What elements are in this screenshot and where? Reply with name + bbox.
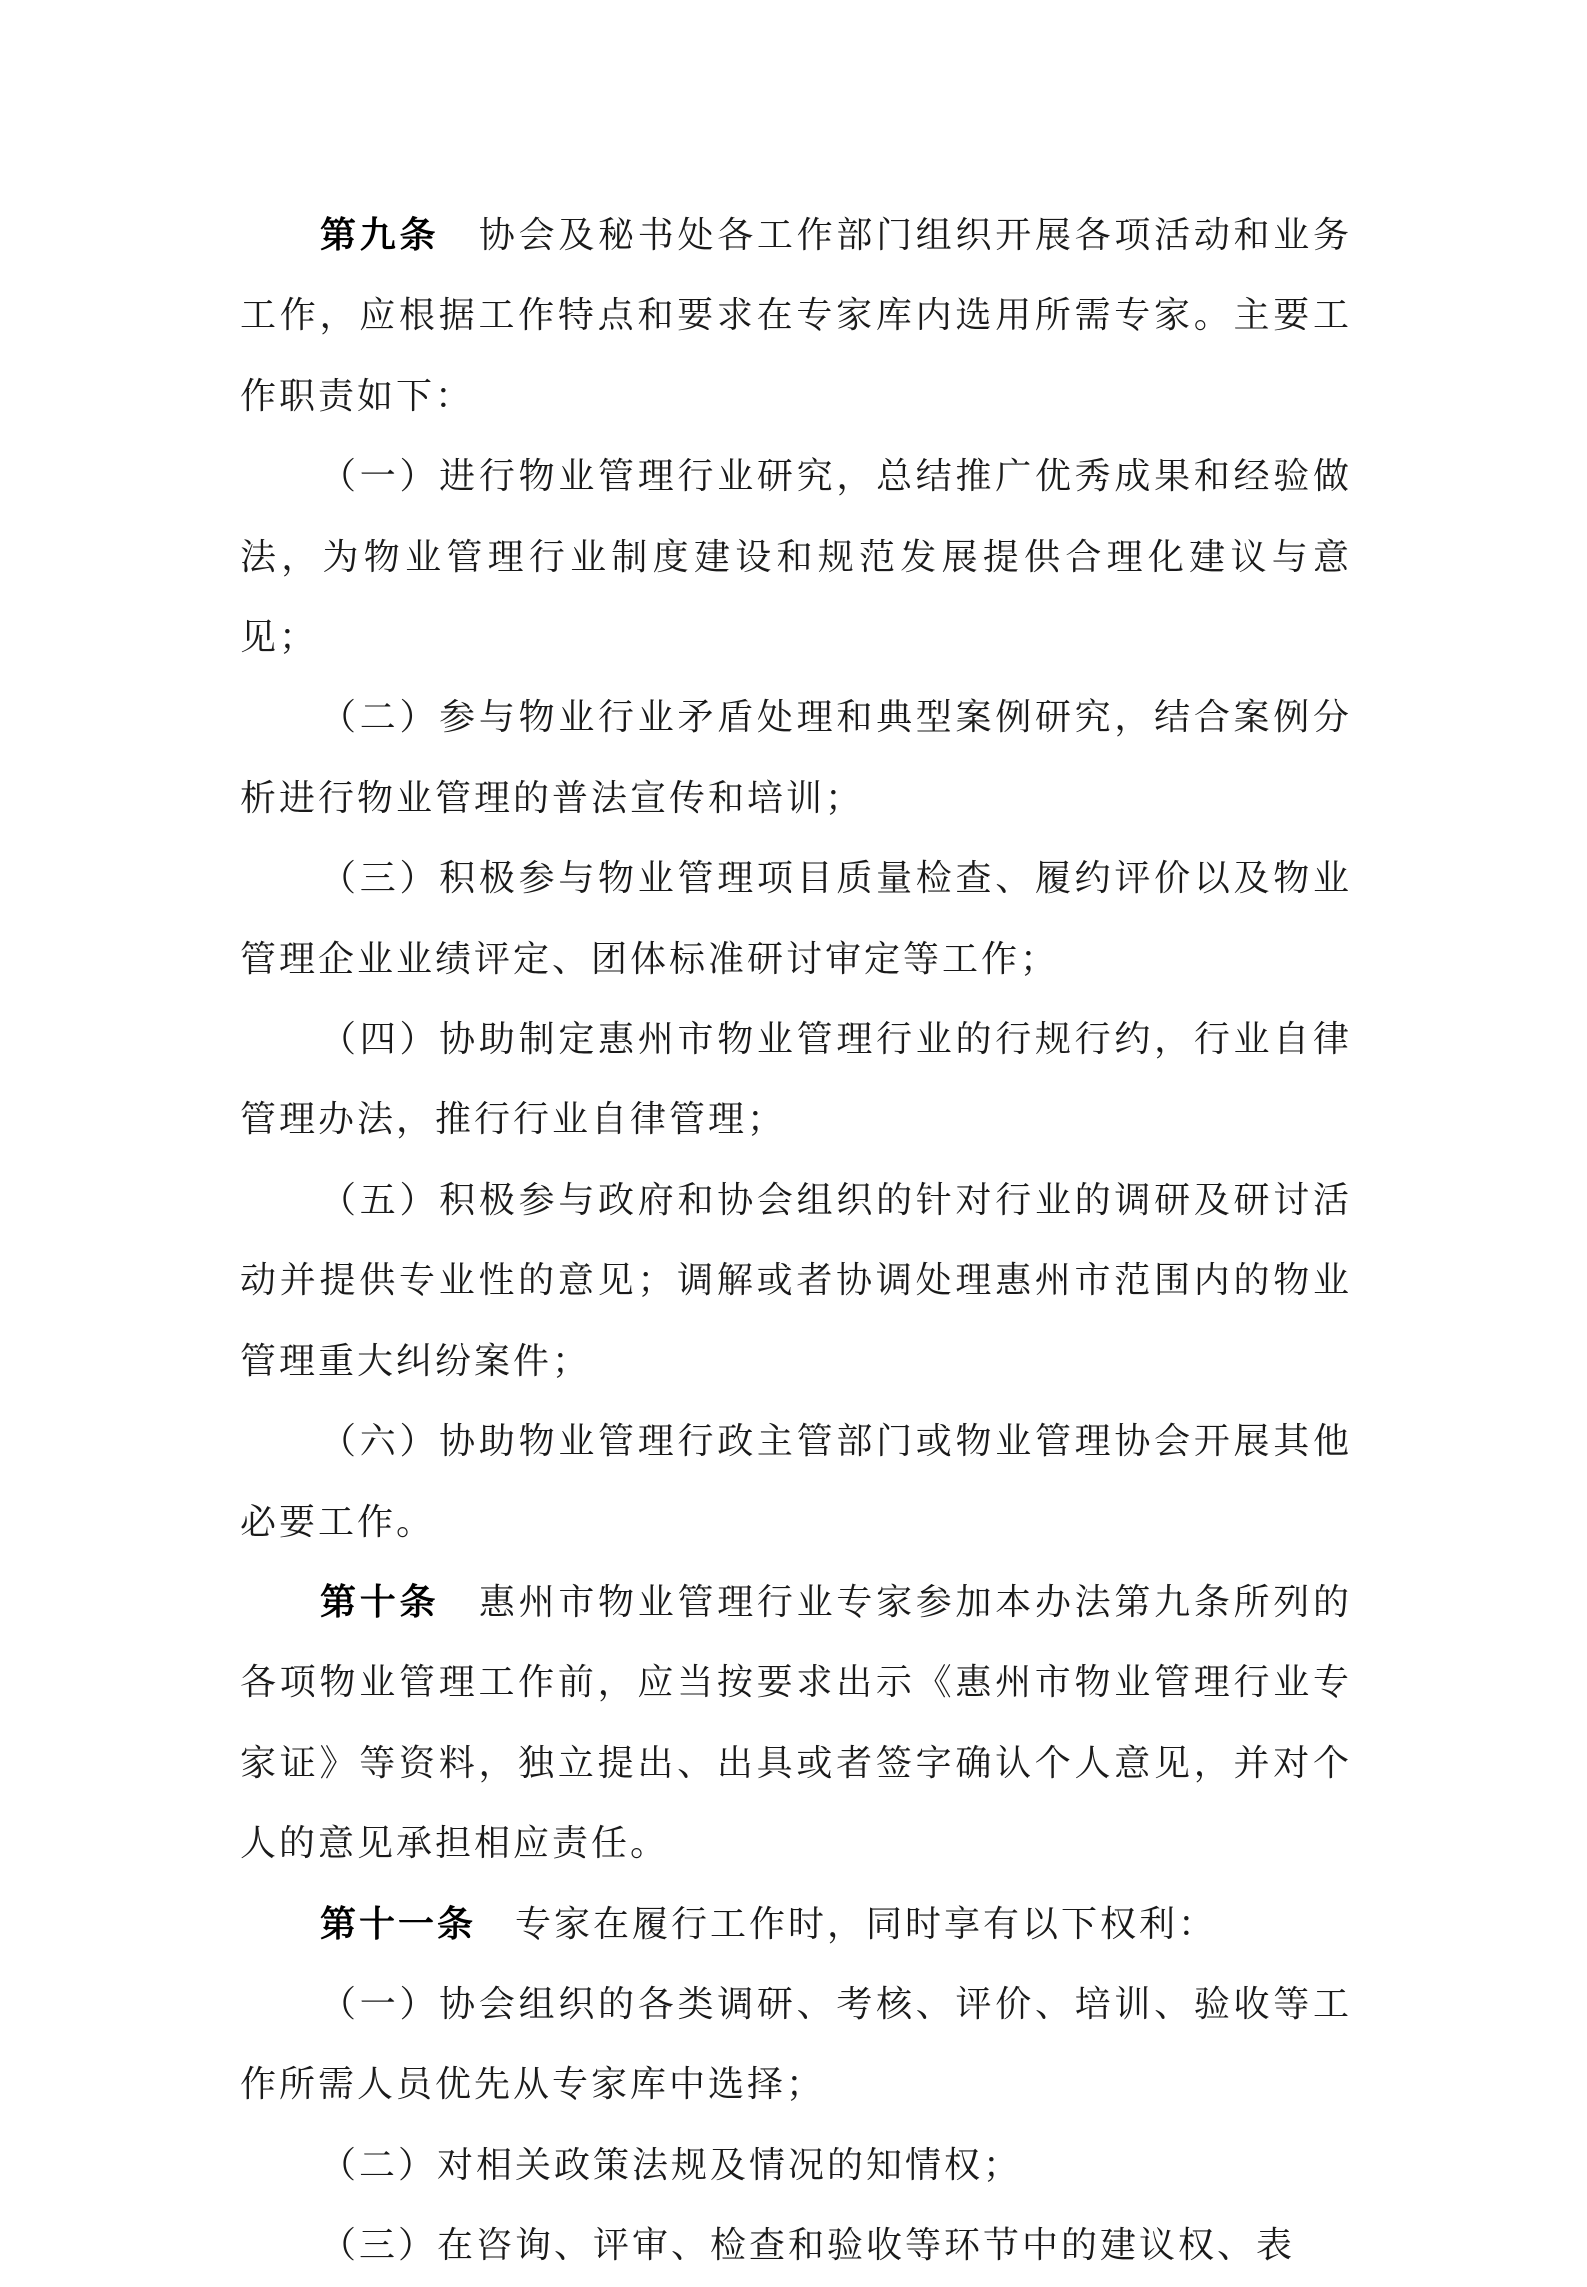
paragraph-text: （一）进行物业管理行业研究，总结推广优秀成果和经验做法，为物业管理行业制度建设和规范发展提供合理化建议与意见； [240, 456, 1352, 659]
duty-item-5 [240, 1161, 1352, 1402]
paragraph-text: （三）积极参与物业管理项目质量检查、履约评价以及物业管理企业业绩评定、团体标准研讨审定等工作； [240, 858, 1352, 980]
duty-item-2 [240, 678, 1352, 839]
article-10-paragraph [240, 1563, 1352, 1885]
right-item-1 [240, 1965, 1352, 2126]
paragraph-text: （六）协助物业管理行政主管部门或物业管理协会开展其他必要工作。 [240, 1421, 1352, 1543]
article-heading: 第十条 [320, 1581, 440, 1623]
duty-item-4 [240, 1000, 1352, 1161]
paragraph-text: （五）积极参与政府和协会组织的针对行业的调研及研讨活动并提供专业性的意见；调解或者协调处理惠州市范围内的物业管理重大纠纷案件； [240, 1179, 1352, 1382]
article-11-paragraph [240, 1885, 1352, 1965]
article-9-paragraph [240, 196, 1352, 437]
paragraph-text: （二）对相关政策法规及情况的知情权； [320, 2144, 1023, 2186]
paragraph-text: 协会及秘书处各工作部门组织开展各项活动和业务工作，应根据工作特点和要求在专家库内选用所需专家。主要工作职责如下： [240, 215, 1352, 417]
paragraph-text: 专家在履行工作时，同时享有以下权利： [515, 1903, 1218, 1945]
duty-item-6 [240, 1402, 1352, 1563]
article-heading: 第九条 [320, 215, 440, 256]
document-body [240, 196, 1352, 2287]
right-item-2 [240, 2126, 1352, 2206]
paragraph-text: （四）协助制定惠州市物业管理行业的行规行约，行业自律管理办法，推行行业自律管理； [240, 1019, 1352, 1141]
paragraph-text: （三）在咨询、评审、检查和验收等环节中的建议权、表 [320, 2225, 1296, 2267]
paragraph-text: （一）协会组织的各类调研、考核、评价、培训、验收等工作所需人员优先从专家库中选择； [240, 1983, 1352, 2106]
paragraph-text: 惠州市物业管理行业专家参加本办法第九条所列的各项物业管理工作前，应当按要求出示《惠州市物业管理行业专家证》等资料，独立提出、出具或者签字确认个人意见，并对个人的意见承担相应责任。 [240, 1581, 1352, 1865]
duty-item-3 [240, 839, 1352, 1000]
paragraph-text: （二）参与物业行业矛盾处理和典型案例研究，结合案例分析进行物业管理的普法宣传和培训； [240, 697, 1352, 819]
article-heading: 第十一条 [320, 1903, 477, 1945]
duty-item-1 [240, 437, 1352, 678]
right-item-3 [240, 2206, 1352, 2286]
